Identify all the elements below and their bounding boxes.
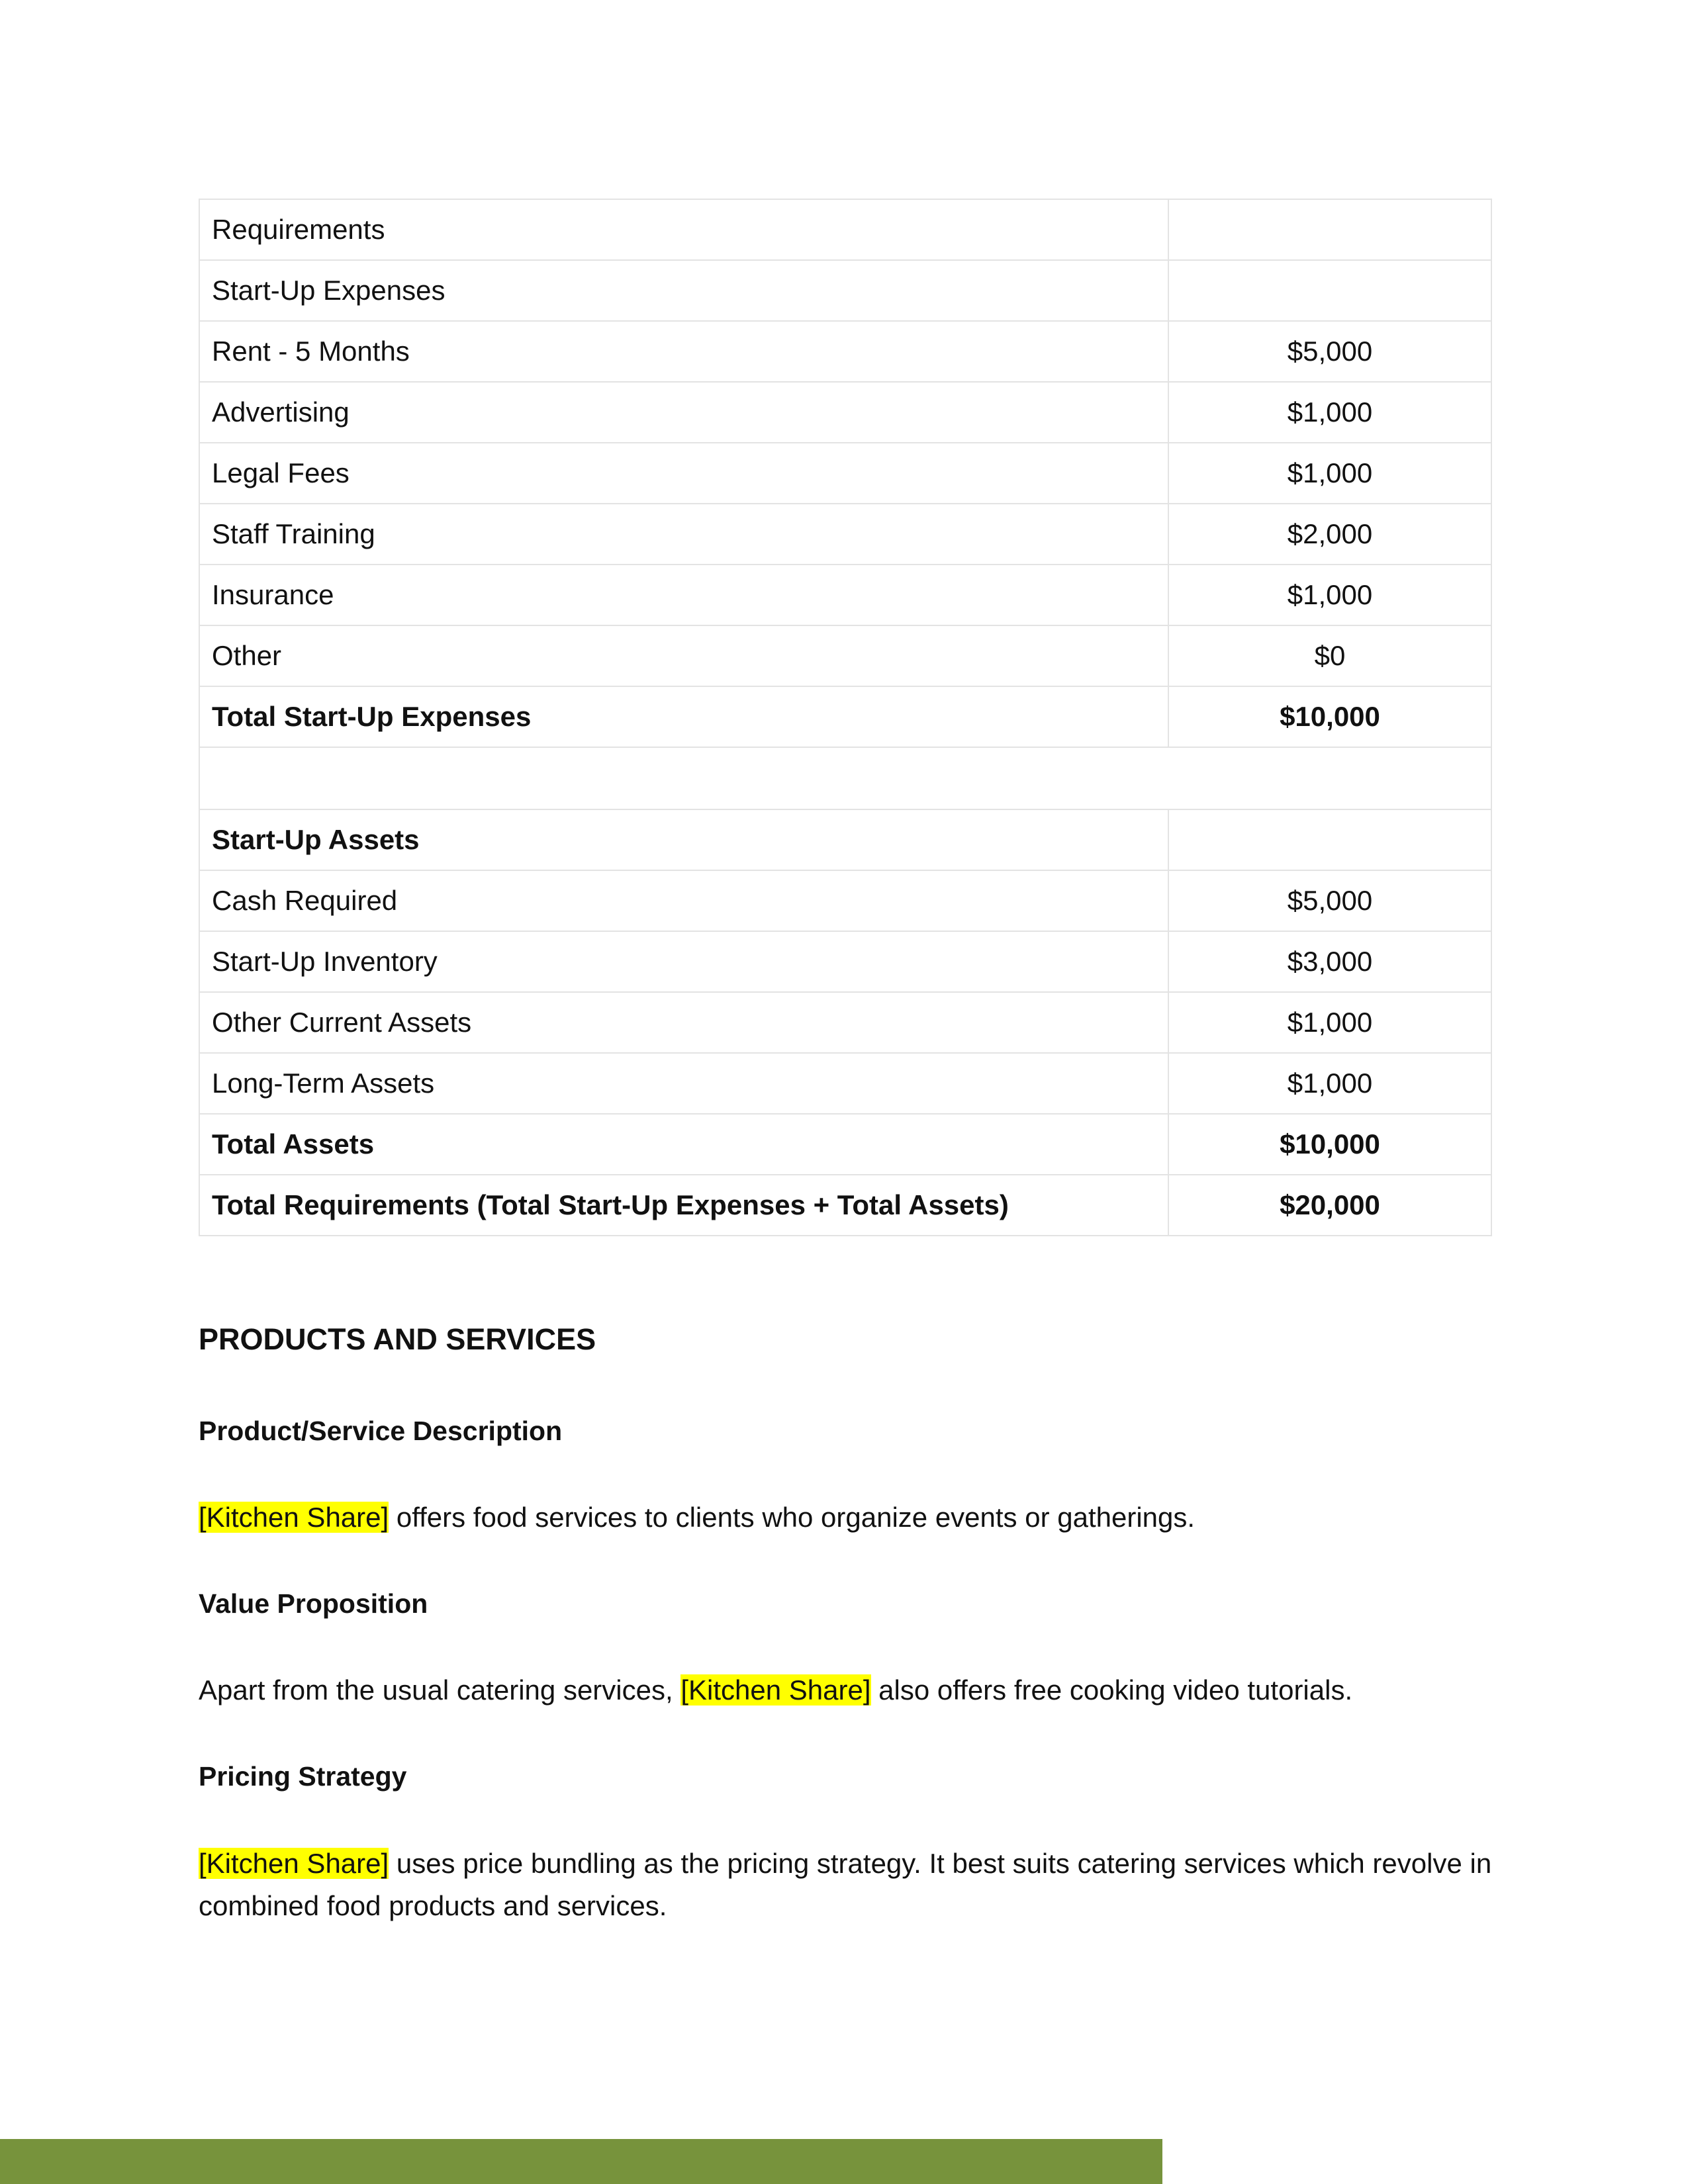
row-value: $5,000	[1168, 321, 1491, 382]
description-heading: Product/Service Description	[199, 1415, 563, 1446]
table-row	[199, 992, 1491, 1053]
table-row	[199, 443, 1491, 504]
row-label: Other Current Assets	[199, 992, 1168, 1053]
products-services-section	[199, 1320, 1496, 1974]
row-value	[1168, 260, 1491, 321]
row-value: $1,000	[1168, 565, 1491, 625]
pricing-paragraph	[199, 1843, 1496, 1927]
row-value	[1168, 199, 1491, 260]
row-value: $1,000	[1168, 443, 1491, 504]
value-proposition-heading: Value Proposition	[199, 1588, 428, 1619]
row-label: Total Start-Up Expenses	[199, 686, 1168, 747]
footer-accent-bar	[0, 2139, 1162, 2184]
table-row	[199, 1053, 1491, 1114]
total-row	[199, 686, 1491, 747]
table-row	[199, 870, 1491, 931]
row-label: Staff Training	[199, 504, 1168, 565]
table-row	[199, 625, 1491, 686]
company-name-highlight: [Kitchen Share]	[680, 1674, 871, 1706]
row-value: $0	[1168, 625, 1491, 686]
row-label: Long-Term Assets	[199, 1053, 1168, 1114]
spacer-row	[199, 747, 1491, 809]
row-label: Start-Up Assets	[199, 809, 1168, 870]
row-value: $10,000	[1168, 1114, 1491, 1175]
total-row	[199, 1114, 1491, 1175]
description-text: offers food services to clients who organize events or gatherings.	[389, 1501, 1196, 1533]
row-label: Legal Fees	[199, 443, 1168, 504]
pricing-text: uses price bundling as the pricing strategy. It best suits catering services which revolve in combined food products and services.	[199, 1847, 1492, 1921]
row-value: $20,000	[1168, 1175, 1491, 1236]
table-row	[199, 931, 1491, 992]
startup-requirements-table	[199, 199, 1492, 1236]
grand-total-row	[199, 1175, 1491, 1236]
value-proposition-text-before: Apart from the usual catering services,	[199, 1674, 681, 1706]
row-label: Rent - 5 Months	[199, 321, 1168, 382]
row-label: Total Requirements (Total Start-Up Expenses + Total Assets)	[199, 1175, 1168, 1236]
row-label: Cash Required	[199, 870, 1168, 931]
value-proposition-text-after: also offers free cooking video tutorials.	[870, 1674, 1353, 1706]
row-label: Start-Up Expenses	[199, 260, 1168, 321]
table-row	[199, 382, 1491, 443]
table-row	[199, 565, 1491, 625]
description-paragraph	[199, 1496, 1496, 1539]
company-name-highlight: [Kitchen Share]	[199, 1501, 389, 1533]
table-row	[199, 199, 1491, 260]
row-value: $1,000	[1168, 1053, 1491, 1114]
row-label: Other	[199, 625, 1168, 686]
section-header-row	[199, 809, 1491, 870]
row-value: $5,000	[1168, 870, 1491, 931]
row-value: $1,000	[1168, 992, 1491, 1053]
row-label: Requirements	[199, 199, 1168, 260]
row-value: $10,000	[1168, 686, 1491, 747]
row-label: Insurance	[199, 565, 1168, 625]
table-row	[199, 504, 1491, 565]
row-value: $1,000	[1168, 382, 1491, 443]
table-row	[199, 260, 1491, 321]
section-heading: PRODUCTS AND SERVICES	[199, 1322, 596, 1356]
value-proposition-paragraph	[199, 1669, 1496, 1711]
row-value	[1168, 809, 1491, 870]
row-label: Total Assets	[199, 1114, 1168, 1175]
company-name-highlight: [Kitchen Share]	[199, 1847, 389, 1879]
row-value: $3,000	[1168, 931, 1491, 992]
row-label: Advertising	[199, 382, 1168, 443]
row-label: Start-Up Inventory	[199, 931, 1168, 992]
row-value: $2,000	[1168, 504, 1491, 565]
table-row	[199, 321, 1491, 382]
pricing-heading: Pricing Strategy	[199, 1761, 407, 1792]
spacer-cell	[199, 747, 1491, 809]
